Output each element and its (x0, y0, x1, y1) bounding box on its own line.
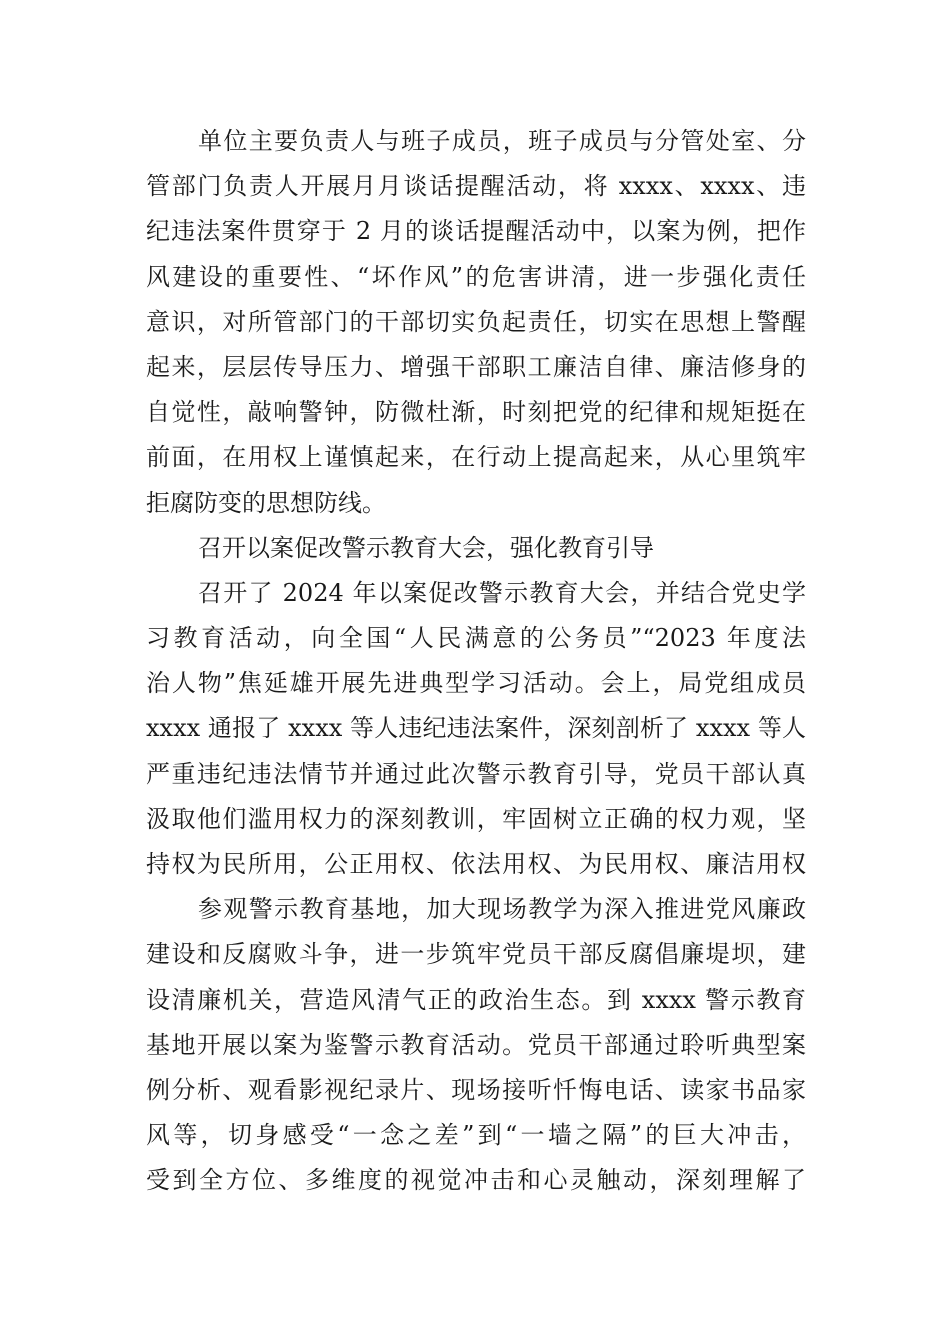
paragraph-line: 严重违纪违法情节并通过此次警示教育引导，党员干部认真 (146, 759, 806, 788)
paragraph-line: 治人物”焦延雄开展先进典型学习活动。会上，局党组成员 (146, 669, 806, 698)
paragraph-line: 参观警示教育基地，加大现场教学为深入推进党风廉政 (198, 895, 806, 924)
paragraph-line: 单位主要负责人与班子成员，班子成员与分管处室、分 (198, 127, 806, 155)
paragraph-line: 起来，层层传导压力、增强干部职工廉洁自律、廉洁修身的 (146, 352, 806, 381)
paragraph-line: 拒腐防变的思想防线。 (146, 488, 386, 517)
paragraph-line: 意识，对所管部门的干部切实负起责任，切实在思想上警醒 (146, 307, 806, 336)
paragraph-line: xxxx 通报了 xxxx 等人违纪违法案件，深刻剖析了 xxxx 等人 (146, 714, 806, 743)
paragraph-line: 纪违法案件贯穿于 2 月的谈话提醒活动中，以案为例，把作 (146, 217, 806, 246)
paragraph-line: 受到全方位、多维度的视觉冲击和心灵触动，深刻理解了 (146, 1166, 806, 1195)
paragraph-line: 前面，在用权上谨慎起来，在行动上提高起来，从心里筑牢 (146, 443, 806, 472)
paragraph-line: 汲取他们滥用权力的深刻教训，牢固树立正确的权力观，坚 (146, 804, 806, 833)
paragraph-line: 例分析、观看影视纪录片、现场接听忏悔电话、读家书品家 (146, 1075, 806, 1104)
section-heading: 召开以案促改警示教育大会，强化教育引导 (198, 533, 654, 562)
paragraph-line: 习教育活动，向全国“人民满意的公务员”“2023 年度法 (146, 624, 806, 653)
document-body (146, 119, 806, 1204)
paragraph-line: 风等，切身感受“一念之差”到“一墙之隔”的巨大冲击， (146, 1121, 806, 1150)
paragraph-line: 管部门负责人开展月月谈话提醒活动，将 xxxx、xxxx、违 (146, 172, 806, 201)
paragraph-line: 自觉性，敲响警钟，防微杜渐，时刻把党的纪律和规矩挺在 (146, 398, 806, 427)
paragraph-line: 建设和反腐败斗争，进一步筑牢党员干部反腐倡廉堤坝，建 (146, 940, 806, 969)
paragraph-line: 召开了 2024 年以案促改警示教育大会，并结合党史学 (198, 578, 806, 607)
paragraph-line: 基地开展以案为鉴警示教育活动。党员干部通过聆听典型案 (146, 1030, 806, 1059)
paragraph-line: 持权为民所用，公正用权、依法用权、为民用权、廉洁用权 (146, 850, 806, 878)
paragraph-line: 设清廉机关，营造风清气正的政治生态。到 xxxx 警示教育 (146, 985, 806, 1014)
paragraph-line: 风建设的重要性、“坏作风”的危害讲清，进一步强化责任 (146, 262, 806, 291)
